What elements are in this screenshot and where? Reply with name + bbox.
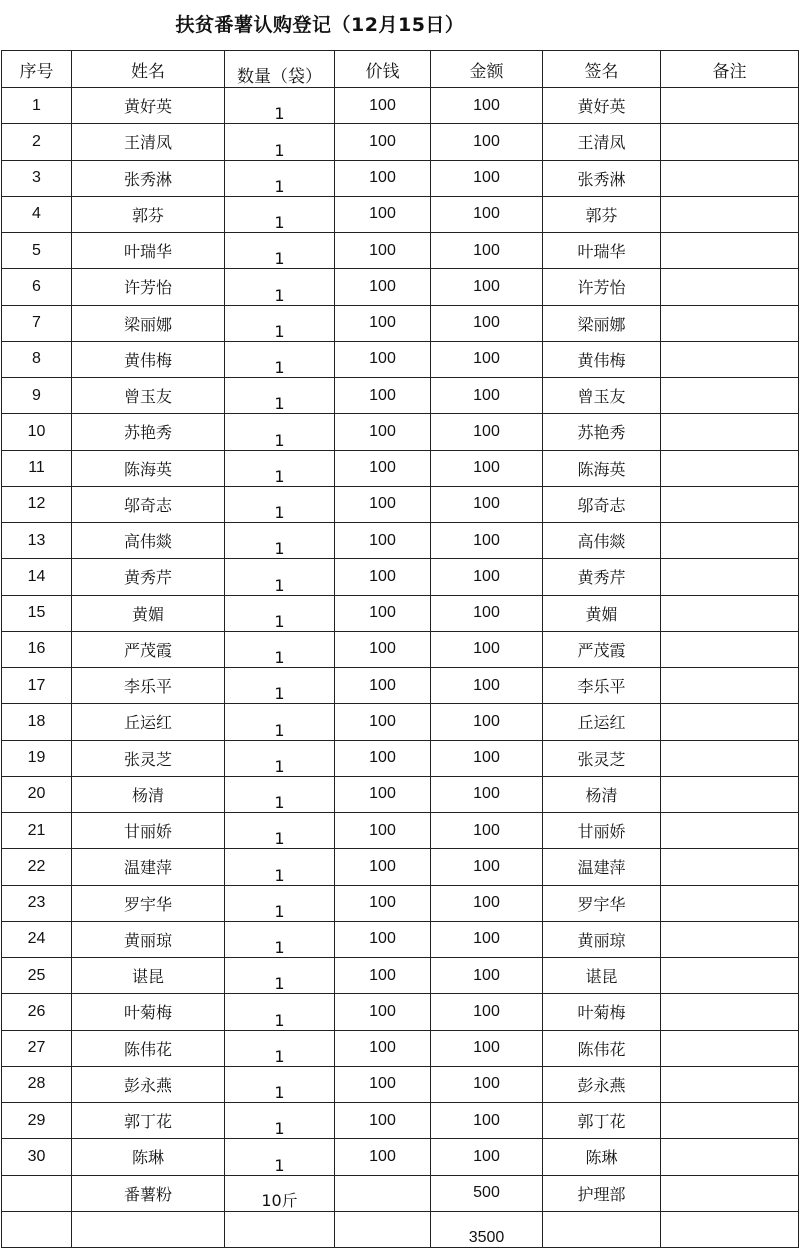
cell-amount: 100	[431, 595, 543, 631]
cell-qty: 1	[225, 341, 335, 377]
cell-qty: 1	[225, 958, 335, 994]
cell-notes	[661, 233, 799, 269]
cell-name: 杨清	[72, 776, 225, 812]
table-row	[2, 1030, 799, 1066]
cell-amount: 100	[431, 849, 543, 885]
cell-signature: 叶菊梅	[543, 994, 661, 1030]
cell-signature: 丘运红	[543, 704, 661, 740]
total-price-cell	[335, 1211, 431, 1247]
table-row	[2, 341, 799, 377]
table-row	[2, 269, 799, 305]
cell-name: 叶瑞华	[72, 233, 225, 269]
table-row	[2, 740, 799, 776]
cell-amount: 100	[431, 813, 543, 849]
cell-amount: 100	[431, 740, 543, 776]
cell-signature: 许芳怡	[543, 269, 661, 305]
extra-signature: 护理部	[543, 1175, 661, 1211]
cell-amount: 100	[431, 776, 543, 812]
cell-qty: 1	[225, 88, 335, 124]
cell-notes	[661, 1066, 799, 1102]
cell-signature: 黄丽琼	[543, 921, 661, 957]
cell-name: 郭丁花	[72, 1103, 225, 1139]
cell-index: 5	[2, 233, 72, 269]
cell-index: 15	[2, 595, 72, 631]
registration-table	[1, 50, 799, 1248]
cell-name: 叶菊梅	[72, 994, 225, 1030]
table-row	[2, 668, 799, 704]
cell-qty: 1	[225, 921, 335, 957]
cell-qty: 1	[225, 196, 335, 232]
extra-notes	[661, 1175, 799, 1211]
cell-notes	[661, 450, 799, 486]
table-row	[2, 1139, 799, 1175]
cell-amount: 100	[431, 1139, 543, 1175]
table-row	[2, 776, 799, 812]
cell-amount: 100	[431, 124, 543, 160]
cell-price: 100	[335, 160, 431, 196]
cell-qty: 1	[225, 523, 335, 559]
cell-price: 100	[335, 196, 431, 232]
cell-name: 黄秀芹	[72, 559, 225, 595]
cell-signature: 黄好英	[543, 88, 661, 124]
total-index-cell	[2, 1211, 72, 1247]
cell-price: 100	[335, 88, 431, 124]
cell-notes	[661, 378, 799, 414]
cell-name: 谌昆	[72, 958, 225, 994]
table-row	[2, 559, 799, 595]
cell-signature: 黄媚	[543, 595, 661, 631]
cell-notes	[661, 160, 799, 196]
cell-signature: 彭永燕	[543, 1066, 661, 1102]
header-price: 价钱	[335, 51, 431, 88]
cell-price: 100	[335, 305, 431, 341]
cell-qty: 1	[225, 813, 335, 849]
cell-signature: 杨清	[543, 776, 661, 812]
cell-price: 100	[335, 849, 431, 885]
cell-price: 100	[335, 813, 431, 849]
cell-price: 100	[335, 704, 431, 740]
table-row	[2, 958, 799, 994]
cell-index: 22	[2, 849, 72, 885]
cell-amount: 100	[431, 631, 543, 667]
cell-notes	[661, 631, 799, 667]
table-row	[2, 523, 799, 559]
cell-amount: 100	[431, 559, 543, 595]
cell-name: 邬奇志	[72, 486, 225, 522]
header-notes: 备注	[661, 51, 799, 88]
cell-price: 100	[335, 124, 431, 160]
extra-row	[2, 1175, 799, 1211]
table-row	[2, 160, 799, 196]
cell-qty: 1	[225, 269, 335, 305]
cell-amount: 100	[431, 414, 543, 450]
cell-name: 李乐平	[72, 668, 225, 704]
cell-signature: 高伟燚	[543, 523, 661, 559]
table-row	[2, 414, 799, 450]
cell-signature: 陈琳	[543, 1139, 661, 1175]
table-row	[2, 849, 799, 885]
cell-name: 许芳怡	[72, 269, 225, 305]
table-row	[2, 921, 799, 957]
cell-notes	[661, 921, 799, 957]
cell-signature: 王清凤	[543, 124, 661, 160]
cell-price: 100	[335, 1066, 431, 1102]
cell-index: 11	[2, 450, 72, 486]
table-row	[2, 486, 799, 522]
cell-signature: 梁丽娜	[543, 305, 661, 341]
cell-amount: 100	[431, 378, 543, 414]
cell-index: 25	[2, 958, 72, 994]
cell-signature: 邬奇志	[543, 486, 661, 522]
extra-index	[2, 1175, 72, 1211]
cell-price: 100	[335, 994, 431, 1030]
cell-amount: 100	[431, 921, 543, 957]
cell-notes	[661, 414, 799, 450]
cell-amount: 100	[431, 885, 543, 921]
cell-price: 100	[335, 414, 431, 450]
total-signature-cell	[543, 1211, 661, 1247]
cell-price: 100	[335, 233, 431, 269]
cell-notes	[661, 305, 799, 341]
cell-notes	[661, 994, 799, 1030]
cell-index: 1	[2, 88, 72, 124]
cell-qty: 1	[225, 595, 335, 631]
cell-qty: 1	[225, 885, 335, 921]
cell-name: 丘运红	[72, 704, 225, 740]
cell-index: 23	[2, 885, 72, 921]
cell-signature: 温建萍	[543, 849, 661, 885]
cell-name: 梁丽娜	[72, 305, 225, 341]
cell-index: 27	[2, 1030, 72, 1066]
cell-qty: 1	[225, 668, 335, 704]
cell-signature: 郭丁花	[543, 1103, 661, 1139]
cell-signature: 罗宇华	[543, 885, 661, 921]
total-name-cell	[72, 1211, 225, 1247]
cell-name: 陈琳	[72, 1139, 225, 1175]
cell-index: 3	[2, 160, 72, 196]
cell-qty: 1	[225, 994, 335, 1030]
cell-price: 100	[335, 378, 431, 414]
table-row	[2, 1066, 799, 1102]
cell-name: 黄媚	[72, 595, 225, 631]
cell-price: 100	[335, 668, 431, 704]
cell-notes	[661, 1139, 799, 1175]
cell-qty: 1	[225, 631, 335, 667]
cell-signature: 黄伟梅	[543, 341, 661, 377]
cell-notes	[661, 88, 799, 124]
cell-index: 8	[2, 341, 72, 377]
cell-amount: 100	[431, 958, 543, 994]
cell-notes	[661, 124, 799, 160]
cell-name: 温建萍	[72, 849, 225, 885]
header-name: 姓名	[72, 51, 225, 88]
header-amount: 金额	[431, 51, 543, 88]
table-body	[2, 88, 799, 1176]
cell-price: 100	[335, 740, 431, 776]
table-row	[2, 196, 799, 232]
cell-signature: 张灵芝	[543, 740, 661, 776]
cell-amount: 100	[431, 523, 543, 559]
table-row	[2, 124, 799, 160]
cell-notes	[661, 740, 799, 776]
cell-notes	[661, 1103, 799, 1139]
cell-amount: 100	[431, 994, 543, 1030]
table-row	[2, 1103, 799, 1139]
cell-name: 彭永燕	[72, 1066, 225, 1102]
total-row	[2, 1211, 799, 1247]
cell-name: 甘丽娇	[72, 813, 225, 849]
cell-signature: 苏艳秀	[543, 414, 661, 450]
cell-price: 100	[335, 776, 431, 812]
cell-qty: 1	[225, 1139, 335, 1175]
cell-index: 24	[2, 921, 72, 957]
cell-price: 100	[335, 486, 431, 522]
cell-index: 16	[2, 631, 72, 667]
cell-amount: 100	[431, 1030, 543, 1066]
cell-index: 10	[2, 414, 72, 450]
cell-amount: 100	[431, 1103, 543, 1139]
cell-amount: 100	[431, 88, 543, 124]
table-row	[2, 813, 799, 849]
cell-index: 12	[2, 486, 72, 522]
extra-name: 番薯粉	[72, 1175, 225, 1211]
header-row	[2, 51, 799, 88]
table-row	[2, 450, 799, 486]
cell-amount: 100	[431, 233, 543, 269]
cell-name: 黄丽琼	[72, 921, 225, 957]
cell-notes	[661, 813, 799, 849]
table-row	[2, 378, 799, 414]
page-title: 扶贫番薯认购登记（12月15日）	[175, 14, 465, 36]
cell-signature: 黄秀芹	[543, 559, 661, 595]
cell-index: 26	[2, 994, 72, 1030]
cell-signature: 张秀淋	[543, 160, 661, 196]
cell-qty: 1	[225, 124, 335, 160]
header-signature: 签名	[543, 51, 661, 88]
cell-qty: 1	[225, 378, 335, 414]
cell-name: 郭芬	[72, 196, 225, 232]
extra-price	[335, 1175, 431, 1211]
cell-notes	[661, 704, 799, 740]
cell-notes	[661, 341, 799, 377]
header-qty: 数量（袋）	[225, 51, 335, 88]
cell-name: 张秀淋	[72, 160, 225, 196]
cell-price: 100	[335, 958, 431, 994]
cell-name: 陈伟花	[72, 1030, 225, 1066]
cell-signature: 谌昆	[543, 958, 661, 994]
cell-name: 黄伟梅	[72, 341, 225, 377]
cell-qty: 1	[225, 704, 335, 740]
cell-index: 19	[2, 740, 72, 776]
cell-notes	[661, 776, 799, 812]
cell-price: 100	[335, 1030, 431, 1066]
table-row	[2, 88, 799, 124]
table-row	[2, 233, 799, 269]
cell-index: 20	[2, 776, 72, 812]
cell-qty: 1	[225, 1030, 335, 1066]
cell-index: 2	[2, 124, 72, 160]
cell-index: 18	[2, 704, 72, 740]
cell-price: 100	[335, 559, 431, 595]
header-index: 序号	[2, 51, 72, 88]
cell-signature: 曾玉友	[543, 378, 661, 414]
cell-name: 严茂霞	[72, 631, 225, 667]
cell-price: 100	[335, 595, 431, 631]
cell-notes	[661, 559, 799, 595]
cell-price: 100	[335, 1139, 431, 1175]
cell-notes	[661, 958, 799, 994]
cell-index: 13	[2, 523, 72, 559]
cell-qty: 1	[225, 305, 335, 341]
cell-index: 28	[2, 1066, 72, 1102]
table-row	[2, 305, 799, 341]
cell-name: 黄好英	[72, 88, 225, 124]
cell-qty: 1	[225, 233, 335, 269]
cell-notes	[661, 885, 799, 921]
cell-amount: 100	[431, 160, 543, 196]
total-notes-cell	[661, 1211, 799, 1247]
cell-price: 100	[335, 269, 431, 305]
cell-amount: 100	[431, 704, 543, 740]
cell-notes	[661, 668, 799, 704]
cell-amount: 100	[431, 341, 543, 377]
cell-qty: 1	[225, 776, 335, 812]
table-row	[2, 704, 799, 740]
cell-qty: 1	[225, 740, 335, 776]
cell-amount: 100	[431, 668, 543, 704]
cell-qty: 1	[225, 1103, 335, 1139]
cell-notes	[661, 595, 799, 631]
cell-index: 21	[2, 813, 72, 849]
cell-price: 100	[335, 341, 431, 377]
table-footer	[2, 1175, 799, 1248]
cell-qty: 1	[225, 486, 335, 522]
cell-amount: 100	[431, 196, 543, 232]
cell-qty: 1	[225, 849, 335, 885]
cell-qty: 1	[225, 1066, 335, 1102]
cell-qty: 1	[225, 160, 335, 196]
cell-index: 6	[2, 269, 72, 305]
cell-notes	[661, 1030, 799, 1066]
cell-price: 100	[335, 1103, 431, 1139]
cell-signature: 叶瑞华	[543, 233, 661, 269]
cell-amount: 100	[431, 1066, 543, 1102]
cell-qty: 1	[225, 450, 335, 486]
cell-signature: 甘丽娇	[543, 813, 661, 849]
cell-notes	[661, 523, 799, 559]
extra-amount: 500	[431, 1175, 543, 1211]
cell-amount: 100	[431, 486, 543, 522]
cell-name: 苏艳秀	[72, 414, 225, 450]
cell-signature: 严茂霞	[543, 631, 661, 667]
cell-amount: 100	[431, 269, 543, 305]
cell-qty: 1	[225, 559, 335, 595]
cell-signature: 李乐平	[543, 668, 661, 704]
table-row	[2, 631, 799, 667]
cell-price: 100	[335, 523, 431, 559]
cell-signature: 郭芬	[543, 196, 661, 232]
cell-notes	[661, 486, 799, 522]
cell-notes	[661, 196, 799, 232]
cell-amount: 100	[431, 305, 543, 341]
cell-price: 100	[335, 450, 431, 486]
cell-name: 王清凤	[72, 124, 225, 160]
cell-index: 7	[2, 305, 72, 341]
cell-price: 100	[335, 631, 431, 667]
cell-signature: 陈海英	[543, 450, 661, 486]
cell-index: 9	[2, 378, 72, 414]
cell-index: 17	[2, 668, 72, 704]
cell-name: 曾玉友	[72, 378, 225, 414]
cell-qty: 1	[225, 414, 335, 450]
cell-price: 100	[335, 921, 431, 957]
cell-index: 4	[2, 196, 72, 232]
cell-name: 高伟燚	[72, 523, 225, 559]
extra-qty: 10斤	[225, 1175, 335, 1211]
cell-signature: 陈伟花	[543, 1030, 661, 1066]
cell-price: 100	[335, 885, 431, 921]
cell-index: 29	[2, 1103, 72, 1139]
cell-notes	[661, 849, 799, 885]
total-qty-cell	[225, 1211, 335, 1247]
total-amount: 3500	[431, 1211, 543, 1247]
table-row	[2, 994, 799, 1030]
cell-index: 14	[2, 559, 72, 595]
table-row	[2, 885, 799, 921]
cell-notes	[661, 269, 799, 305]
cell-name: 张灵芝	[72, 740, 225, 776]
cell-index: 30	[2, 1139, 72, 1175]
cell-name: 陈海英	[72, 450, 225, 486]
cell-amount: 100	[431, 450, 543, 486]
cell-name: 罗宇华	[72, 885, 225, 921]
table-row	[2, 595, 799, 631]
